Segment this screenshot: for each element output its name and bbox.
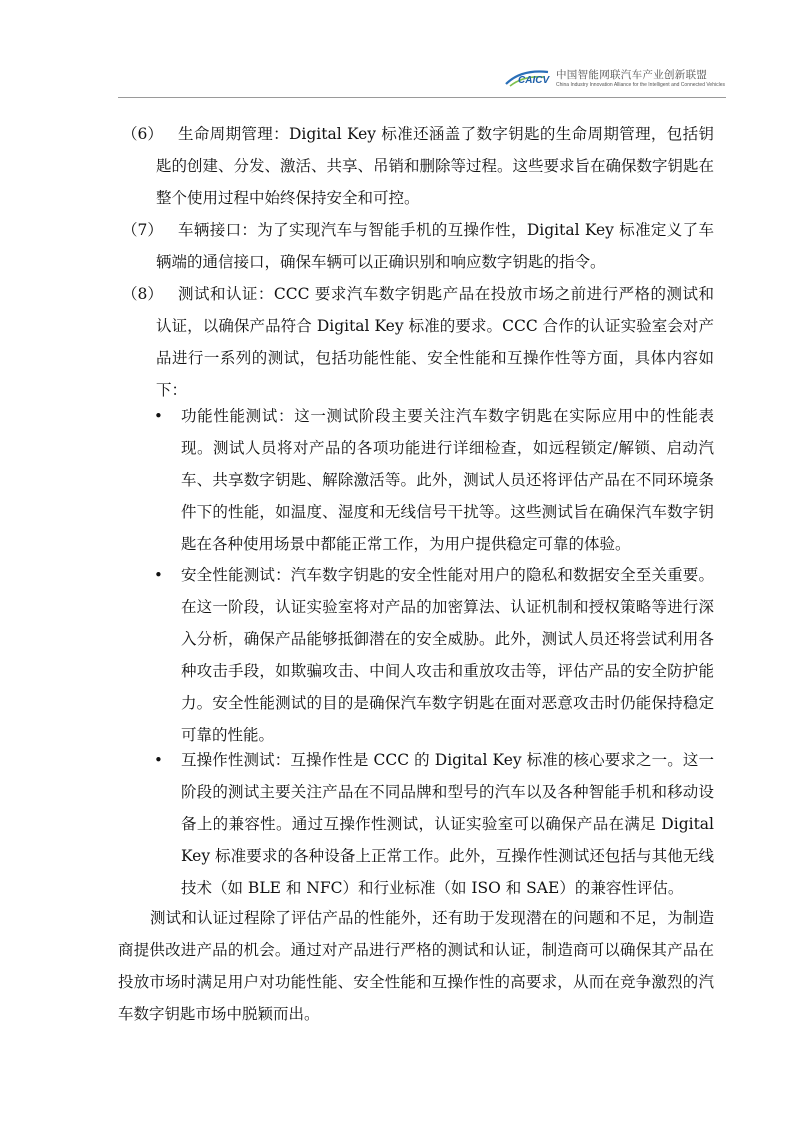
item-6-text: 生命周期管理：Digital Key 标准还涵盖了数字钥匙的生命周期管理，包括钥匙的创建、分发、激活、共享、吊销和删除等过程。这些要求旨在确保数字钥匙在整个使用过程中始终保持安全和可控。 [156,125,715,207]
caicv-logo-icon [504,66,554,90]
header-divider [118,97,726,98]
svg-text:CAICV: CAICV [518,75,550,86]
bullet-security-text: 安全性能测试：汽车数字钥匙的安全性能对用户的隐私和数据安全至关重要。在这一阶段，认证实验室将对产品的加密算法、认证机制和授权策略等进行深入分析，确保产品能够抵御潜在的安全威胁。此外，测试人员还将尝试利用各种攻击手段，如欺骗攻击、中间人攻击和重放攻击等，评估产品的安全防护能力。安全性能测试的目的是确保汽车数字钥匙在面对恶意攻击时仍能保持稳定可靠的性能。 [181,566,714,744]
org-name-zh: 中国智能网联汽车产业创新联盟 [556,69,708,81]
bullet-icon: • [154,751,163,769]
item-8-text: 测试和认证：CCC 要求汽车数字钥匙产品在投放市场之前进行严格的测试和认证，以确保产品符合 Digital Key 标准的要求。CCC 合作的认证实验室会对产品进行一系列的测试，包括功能性能、安全性能和互操作性等方面，具体内容如下： [156,285,714,399]
header [496,66,726,96]
closing-paragraph: 测试和认证过程除了评估产品的性能外，还有助于发现潜在的问题和不足，为制造商提供改进产品的机会。通过对产品进行严格的测试和认证，制造商可以确保其产品在投放市场时满足用户对功能性能、安全性能和互操作性的高要求，从而在竞争激烈的汽车数字钥匙市场中脱颖而出。 [118,909,714,1023]
item-7-text: 车辆接口：为了实现汽车与智能手机的互操作性，Digital Key 标准定义了车辆端的通信接口，确保车辆可以正确识别和响应数字钥匙的指令。 [156,221,714,271]
org-name-en: China Industry Innovation Alliance for the Intelligent and Connected Vehicles [556,82,725,88]
bullet-icon: • [154,407,163,425]
item-number: （7） [122,221,163,239]
bullet-interop-text: 互操作性测试：互操作性是 CCC 的 Digital Key 标准的核心要求之一。这一阶段的测试主要关注产品在不同品牌和型号的汽车以及各种智能手机和移动设备上的兼容性。通过互操作性测试，认证实验室可以确保产品在满足 Digital Key 标准要求的各种设备上正常工作。此外，互操作性测试还包括与其他无线技术（如 BLE 和 NFC）和行业标准（如 ISO 和 SAE）的兼容性评估。 [181,751,714,897]
bullet-functional-text: 功能性能测试：这一测试阶段主要关注汽车数字钥匙在实际应用中的性能表现。测试人员将对产品的各项功能进行详细检查，如远程锁定/解锁、启动汽车、共享数字钥匙、解除激活等。此外，测试人员还将评估产品在不同环境条件下的性能，如温度、湿度和无线信号干扰等。这些测试旨在确保汽车数字钥匙在各种使用场景中都能正常工作，为用户提供稳定可靠的体验。 [181,407,714,553]
item-number: （6） [122,125,163,143]
bullet-icon: • [154,566,163,584]
item-number: （8） [122,285,163,303]
